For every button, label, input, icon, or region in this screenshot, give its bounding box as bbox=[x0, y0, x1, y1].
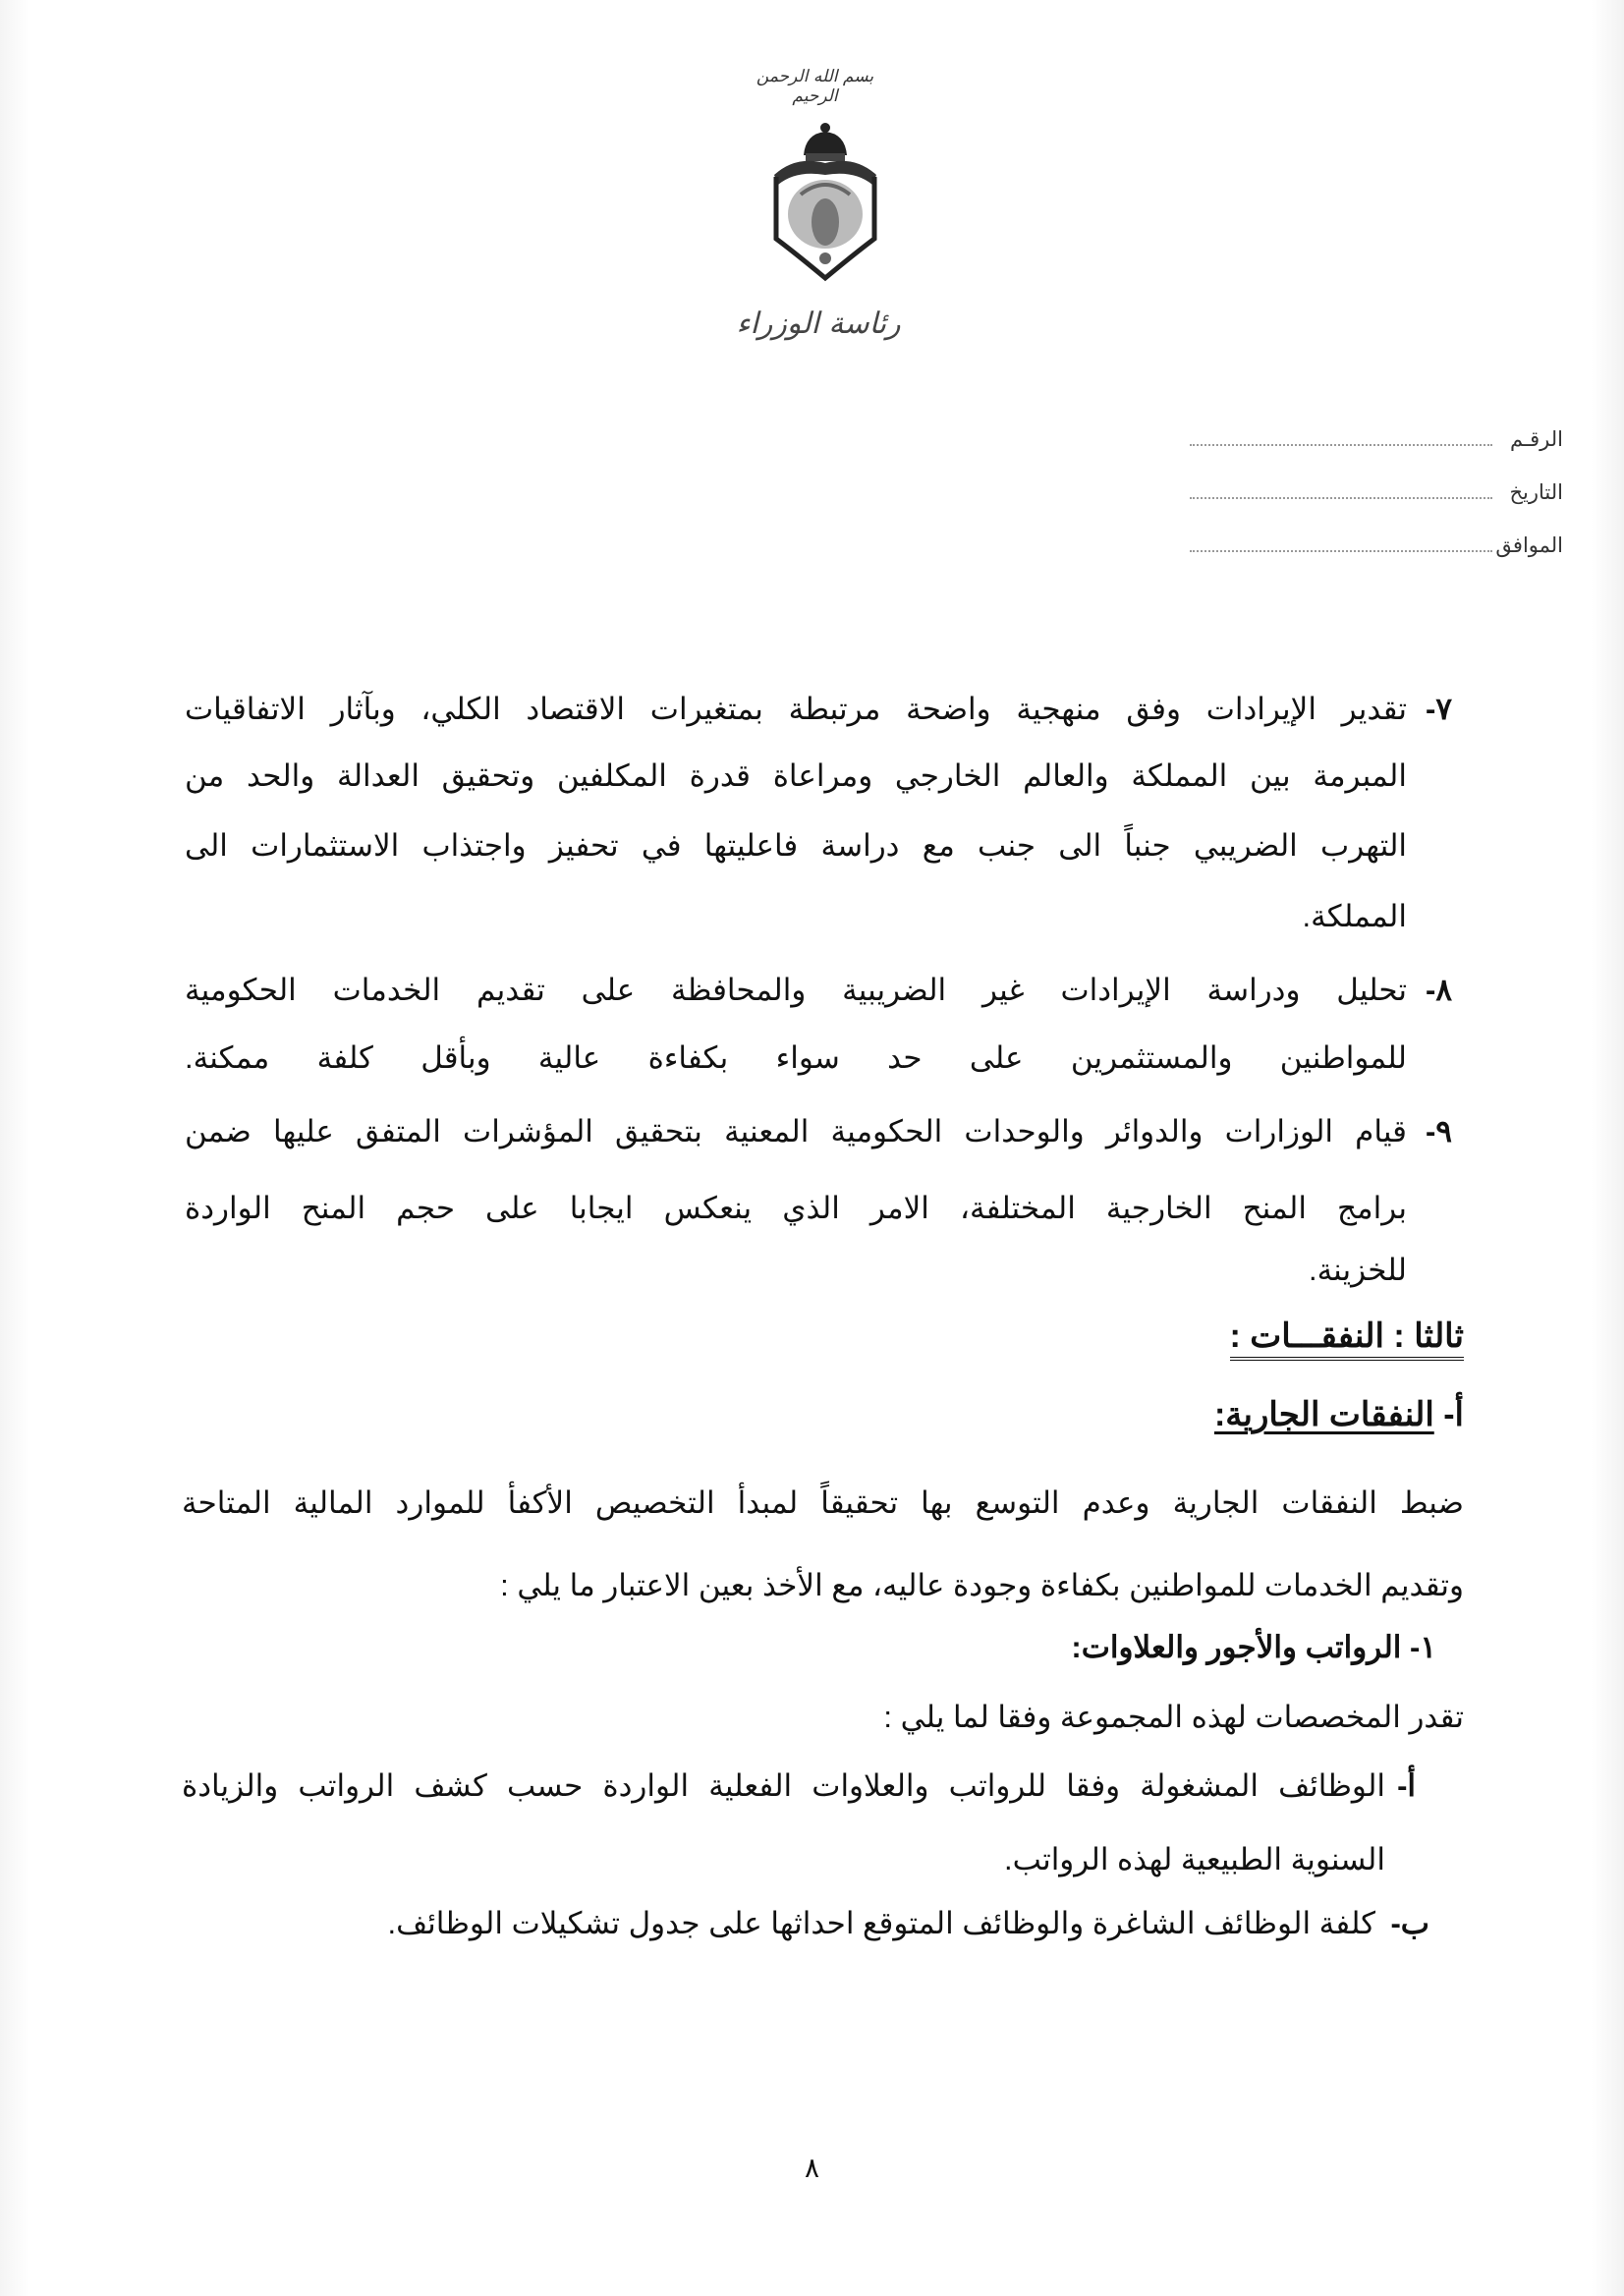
office-name-calligraphy: رئاسة الوزراء bbox=[736, 307, 901, 341]
item-7-line: المبرمة بين المملكة والعالم الخارجي ومراعاة قدرة المكلفين وتحقيق العدالة والحد من bbox=[185, 758, 1407, 793]
subsection-heading bbox=[1214, 1395, 1464, 1434]
item-number: ٩- bbox=[1426, 1114, 1452, 1148]
item-9-line: للخزينة. bbox=[1308, 1253, 1407, 1287]
point-marker: أ- bbox=[1397, 1768, 1416, 1803]
date-field bbox=[1190, 476, 1563, 505]
subsection-intro: تقدر المخصصات لهذه المجموعة وفقا لما يلي : bbox=[883, 1700, 1464, 1734]
dotted-line bbox=[1190, 443, 1492, 446]
section-heading-text: ثالثا : النفقـــات : bbox=[1230, 1317, 1465, 1361]
subsection-heading-text: النفقات الجارية: bbox=[1213, 1396, 1434, 1433]
point-a-line: السنوية الطبيعية لهذه الرواتب. bbox=[1004, 1842, 1385, 1876]
dotted-line bbox=[1190, 549, 1492, 552]
point-b-line: كلفة الوظائف الشاغرة والوظائف المتوقع احداثها على جدول تشكيلات الوظائف. bbox=[387, 1906, 1375, 1940]
section-heading bbox=[1230, 1316, 1465, 1356]
date-label: التاريخ bbox=[1509, 481, 1563, 504]
point-a-line: الوظائف المشغولة وفقا للرواتب والعلاوات الفعلية الواردة حسب كشف الرواتب والزيادة bbox=[182, 1768, 1385, 1803]
item-8-line: للمواطنين والمستثمرين على حد سواء بكفاءة عالية وبأقل كلفة ممكنة. bbox=[185, 1040, 1407, 1075]
corresponding-date-field bbox=[1190, 529, 1563, 558]
basmala: بسم الله الرحمن الرحيم bbox=[756, 67, 874, 106]
page-number: ٨ bbox=[804, 2153, 820, 2183]
coat-of-arms-emblem bbox=[756, 116, 894, 283]
intro-line: ضبط النفقات الجارية وعدم التوسع بها تحقيقاً لمبدأ التخصيص الأكفأ للموارد المالية المتاحة bbox=[182, 1485, 1464, 1520]
item-7-line: التهرب الضريبي جنباً الى جنب مع دراسة فاعليتها في تحفيز واجتذاب الاستثمارات الى bbox=[185, 828, 1407, 863]
intro-line: وتقديم الخدمات للمواطنين بكفاءة وجودة عاليه، مع الأخذ بعين الاعتبار ما يلي : bbox=[500, 1568, 1464, 1602]
item-7-line: المملكة. bbox=[1302, 899, 1407, 933]
item-number: ٧- bbox=[1426, 692, 1452, 726]
reference-number-label: الرقـم bbox=[1510, 428, 1563, 451]
item-7-line: تقدير الإيرادات وفق منهجية واضحة مرتبطة بمتغيرات الاقتصاد الكلي، وبآثار الاتفاقيات bbox=[185, 692, 1407, 726]
item-9-line: برامج المنح الخارجية المختلفة، الامر الذي ينعكس ايجابا على حجم المنح الواردة bbox=[185, 1191, 1407, 1225]
reference-number-field bbox=[1190, 422, 1563, 452]
corresponding-date-label: الموافق bbox=[1495, 534, 1563, 557]
point-marker: ب- bbox=[1390, 1906, 1429, 1940]
item-8-line: تحليل ودراسة الإيرادات غير الضريبية والمحافظة على تقديم الخدمات الحكومية bbox=[185, 973, 1407, 1007]
salaries-heading: ١- الرواتب والأجور والعلاوات: bbox=[1071, 1630, 1436, 1664]
item-number: ٨- bbox=[1426, 973, 1452, 1007]
dotted-line bbox=[1190, 496, 1492, 499]
item-9-line: قيام الوزارات والدوائر والوحدات الحكومية المعنية بتحقيق المؤشرات المتفق عليها ضمن bbox=[185, 1114, 1407, 1148]
subsection-marker: أ- bbox=[1443, 1396, 1464, 1433]
